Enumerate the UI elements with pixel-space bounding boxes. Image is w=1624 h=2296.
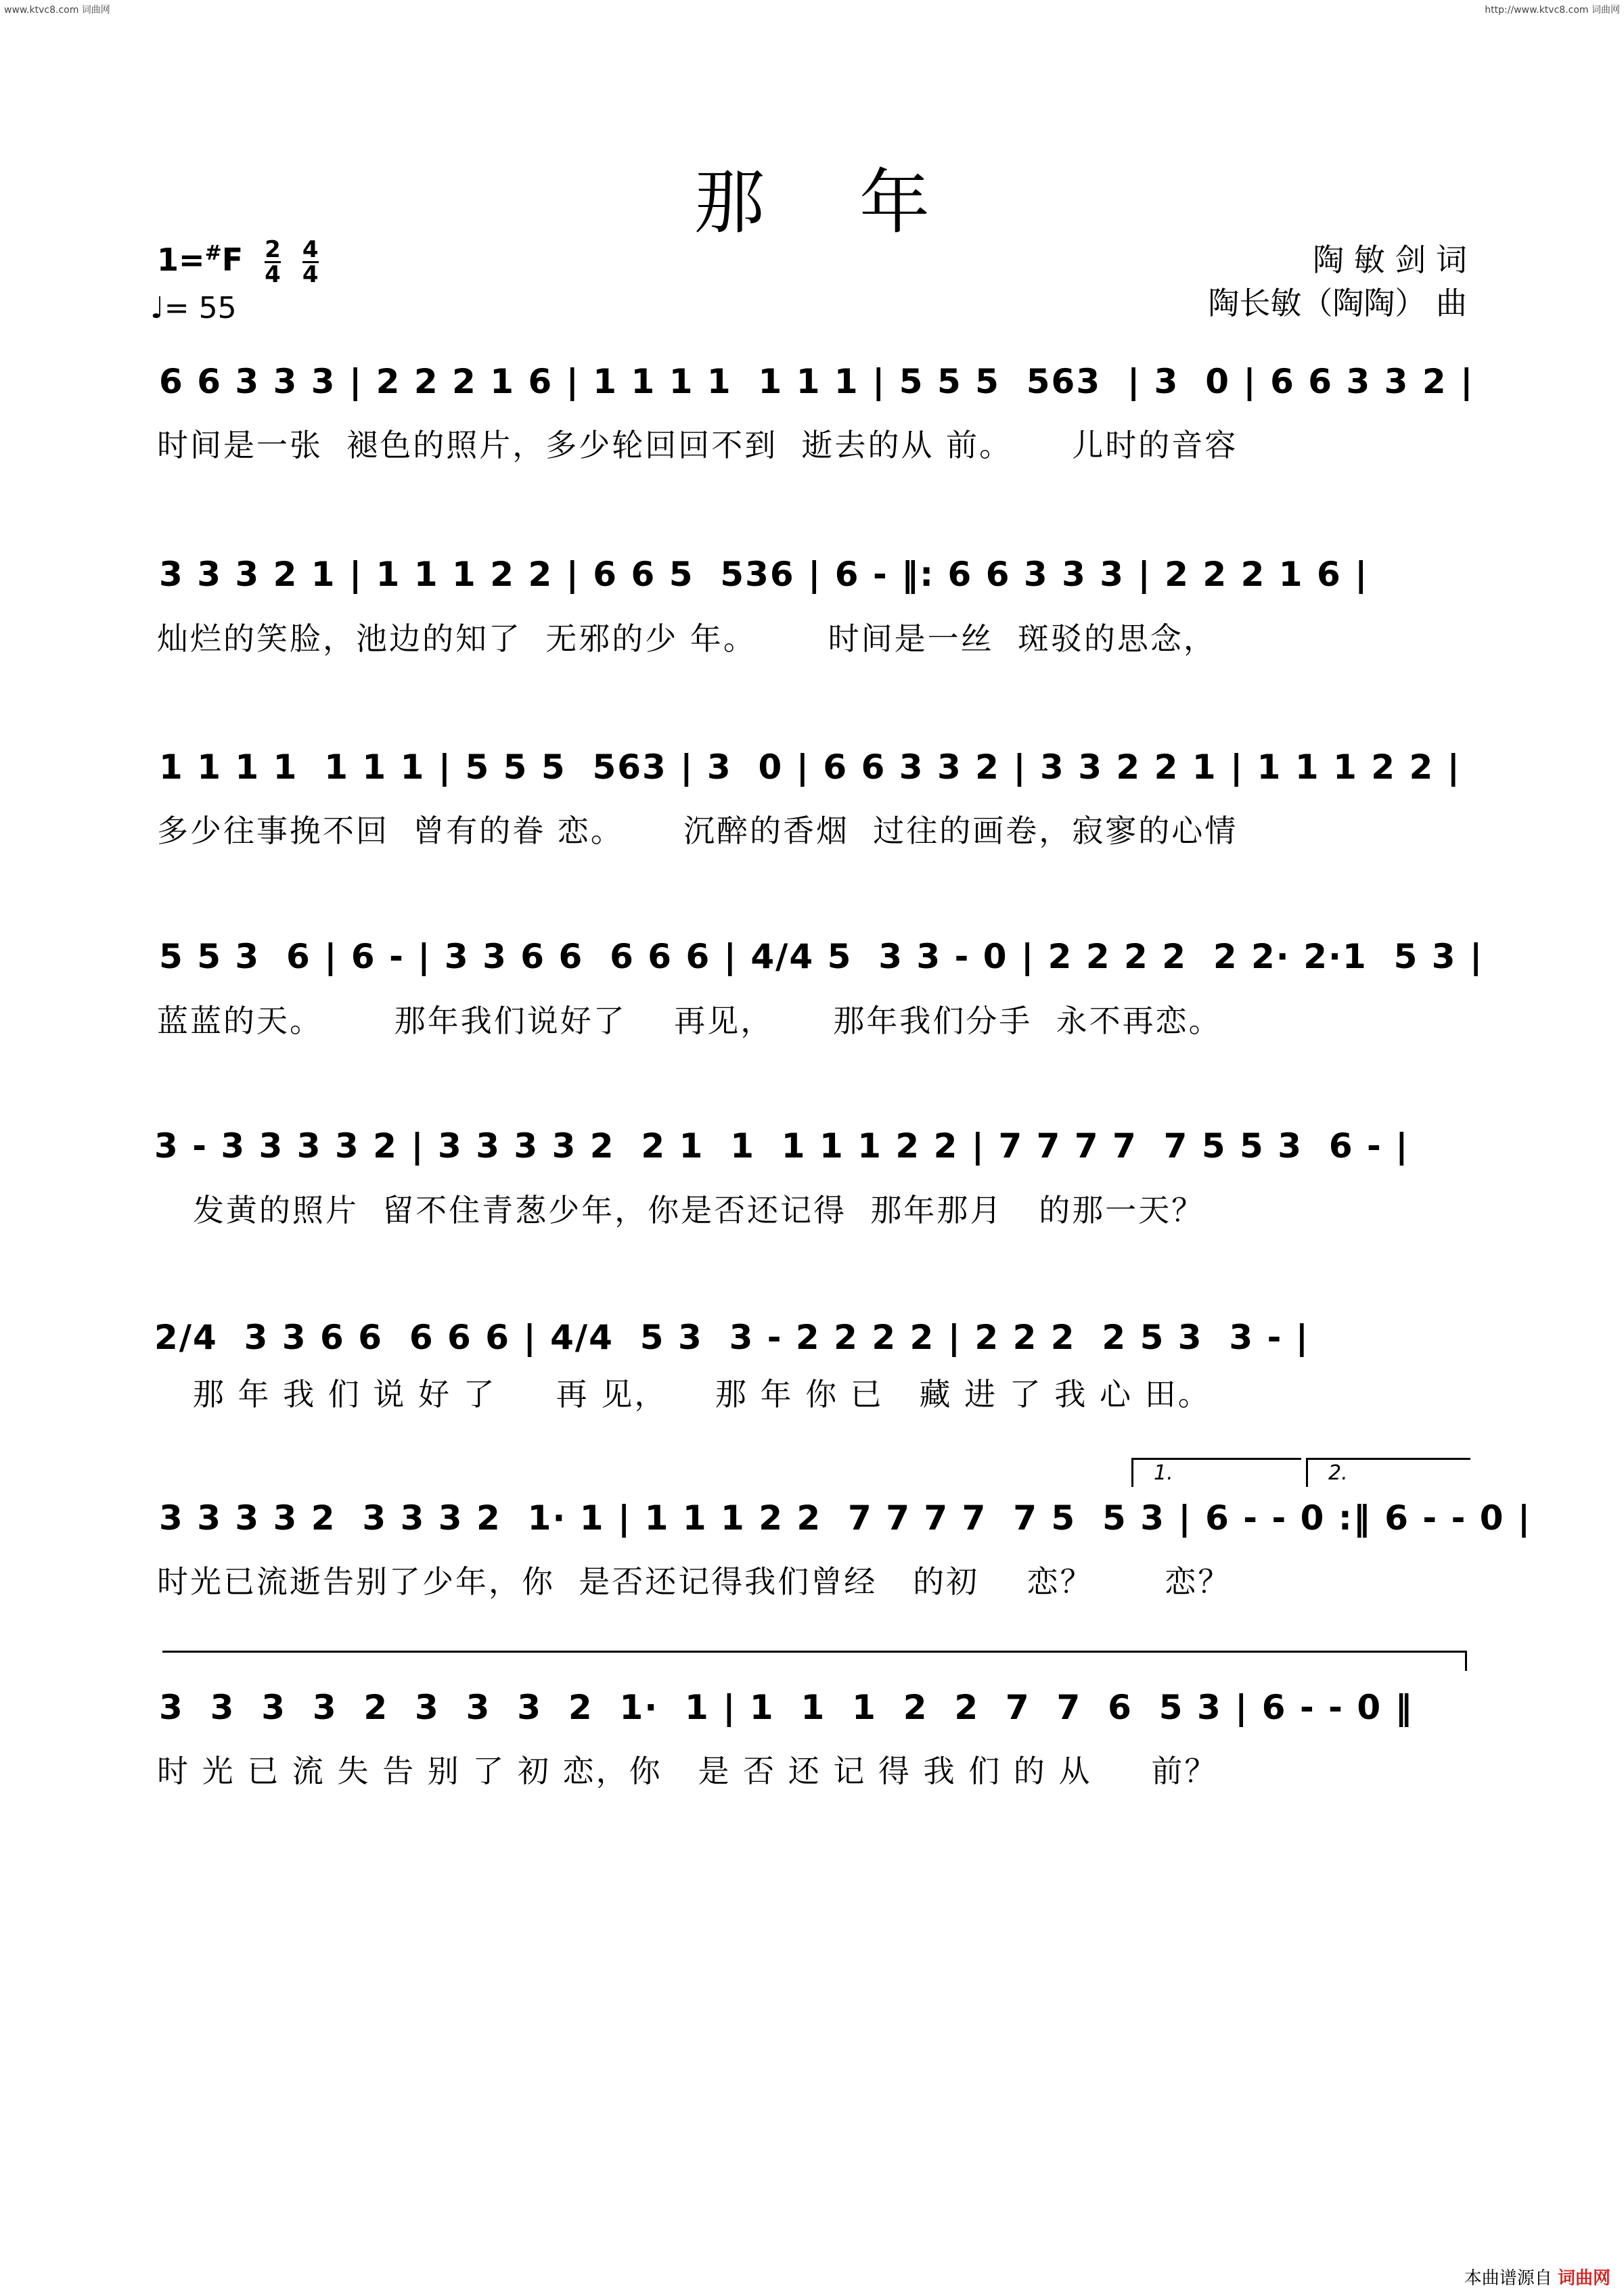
key-note: F (221, 242, 244, 278)
second-ending-bracket (1306, 1458, 1470, 1487)
lyrics-line-8: 时 光 已 流 失 告 别 了 初 恋，你 是 否 还 记 得 我 们 的 从 前？ (157, 1753, 1218, 1789)
footer-text: 本曲谱源自 (1464, 2268, 1552, 2289)
coda-bracket-end (1465, 1651, 1467, 1671)
lyrics-line-1: 时间是一张 褪色的照片，多少轮回回不到 逝去的从 前。 儿时的音容 (157, 427, 1238, 463)
composer: 陶长敏（陶陶） 曲 (1208, 285, 1467, 321)
notation-line-3: 1 1 1 1 1 1 1 | 5 5 5 563 | 3 0 | 6 6 3 3 2 | 3 3 2 2 1 | 1 1 1 2 2 | (159, 748, 1461, 787)
key-label: 1= (157, 242, 205, 278)
notation-line-4: 5 5 3 6 | 6 - | 3 3 6 6 6 6 6 | 4/4 5 3 3 - 0 | 2 2 2 2 2 2· 2·1 5 3 | (159, 937, 1484, 976)
sharp-symbol: # (204, 241, 222, 265)
second-ending-label: 2. (1328, 1461, 1348, 1485)
credits (1208, 238, 1467, 325)
notation-line-2: 3 3 3 2 1 | 1 1 1 2 2 | 6 6 5 536 | 6 - ‖: 6 6 3 3 3 | 2 2 2 1 6 | (159, 555, 1369, 594)
notation-line-7: 3 3 3 3 2 3 3 3 2 1· 1 | 1 1 1 2 2 7 7 7 7 7 5 5 3 | 6 - - 0 :‖ 6 - - 0 | (159, 1498, 1532, 1538)
lyrics-line-6: 那 年 我 们 说 好 了 再 见， 那 年 你 已 藏 进 了 我 心 田。 (157, 1376, 1211, 1413)
notation-line-6: 2/4 3 3 6 6 6 6 6 | 4/4 5 3 3 - 2 2 2 2 | 2 2 2 2 5 3 3 - | (154, 1318, 1310, 1357)
footer-brand-link[interactable]: 词曲网 (1557, 2268, 1610, 2289)
corner-watermark-right: http://www.ktvc8.com 词曲网 (1485, 5, 1620, 16)
lyrics-line-4: 蓝蓝的天。 那年我们说好了 再见， 那年我们分手 永不再恋。 (157, 1003, 1222, 1039)
song-title: 那年 (694, 161, 1024, 244)
lyricist: 陶 敏 剑 词 (1313, 242, 1467, 278)
lyrics-line-5: 发黄的照片 留不住青葱少年，你是否还记得 那年那月 的那一天？ (157, 1192, 1205, 1229)
time-signature-2-4: $\frac{2}{4}$ (265, 236, 281, 288)
key-signature (157, 238, 319, 286)
first-ending-bracket (1131, 1458, 1301, 1487)
time-signature-4-4: $\frac{4}{4}$ (302, 236, 319, 288)
notation-line-5: 3 - 3 3 3 3 2 | 3 3 3 3 2 2 1 1 1 1 1 2 2 | 7 7 7 7 7 5 5 3 6 - | (154, 1126, 1409, 1166)
lyrics-line-7: 时光已流逝告别了少年，你 是否还记得我们曾经 的初 恋？ 恋？ (157, 1563, 1232, 1600)
notation-line-8: 3 3 3 3 2 3 3 3 2 1· 1 | 1 1 1 2 2 7 7 6 5 3 | 6 - - 0 ‖ (159, 1688, 1414, 1727)
coda-bracket (162, 1651, 1465, 1653)
tempo-marking: ♩= 55 (150, 291, 237, 325)
lyrics-line-3: 多少往事挽不回 曾有的眷 恋。 沉醉的香烟 过往的画卷，寂寥的心情 (157, 812, 1238, 849)
corner-watermark-left: www.ktvc8.com 词曲网 (4, 5, 110, 16)
lyrics-line-2: 灿烂的笑脸，池边的知了 无邪的少 年。 时间是一丝 斑驳的思念， (157, 620, 1217, 657)
footer-source (1464, 2264, 1610, 2289)
notation-line-1: 6 6 3 3 3 | 2 2 2 1 6 | 1 1 1 1 1 1 1 | 5 5 5 563 | 3 0 | 6 6 3 3 2 | (159, 362, 1474, 401)
first-ending-label: 1. (1154, 1461, 1173, 1485)
